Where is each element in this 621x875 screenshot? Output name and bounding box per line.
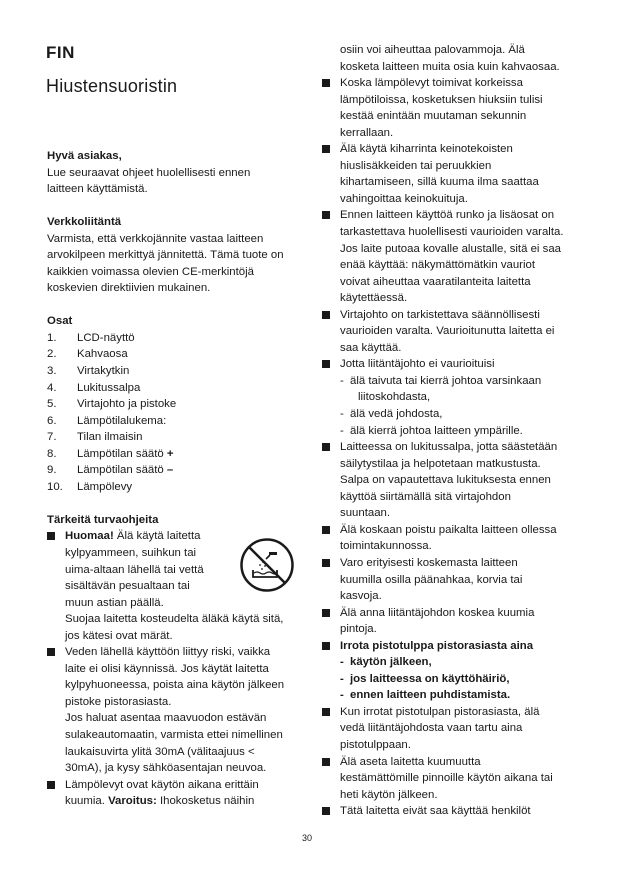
- bullet-line: kihartamiseen, sillä kuuma ilma saattaa: [340, 176, 539, 189]
- bullet-line: heti käytön jälkeen.: [340, 788, 438, 801]
- bullet-line: Salpa on vapautettava lukituksesta ennen: [340, 474, 551, 487]
- bullet-line: vaurioiden varalta. Vaurioitunutta laitetta ei: [340, 325, 555, 338]
- bullet-square: [47, 781, 55, 789]
- bullet-square: [322, 559, 330, 567]
- list-item: 5. Virtajohto ja pistoke: [47, 398, 177, 411]
- document-title: Hiustensuoristin: [46, 76, 178, 96]
- bullet-square: [47, 532, 55, 540]
- language-code: FIN: [46, 43, 75, 62]
- list-item: 10. Lämpölevy: [47, 480, 133, 493]
- bullet-square: [322, 79, 330, 87]
- bullet-square: [322, 758, 330, 766]
- intro-line: laitteen käyttämistä.: [47, 183, 148, 196]
- bullet-line: saa käyttää.: [340, 341, 402, 354]
- bullet-square: [322, 526, 330, 534]
- list-item: 7. Tilan ilmaisin: [47, 431, 143, 444]
- mains-heading: Verkkoliitäntä: [47, 216, 122, 229]
- bullet-square: [322, 311, 330, 319]
- bullet-item: Laitteessa on lukitussalpa, jotta säästetään: [322, 439, 582, 456]
- list-item: 4. Lukitussalpa: [47, 381, 141, 394]
- bullet-line: tarkastettava huolellisesti vaurioiden varalta.: [340, 226, 564, 239]
- bullet-square: [47, 648, 55, 656]
- mains-line: Varmista, että verkkojännite vastaa laitteen: [47, 232, 264, 245]
- bullet-item: Irrota pistotulppa pistorasiasta aina: [322, 638, 582, 655]
- bullet-group: [322, 439, 582, 638]
- bullet-line: enää käyttää: näkymättömätkin vauriot: [340, 259, 536, 272]
- bullet-square: [322, 708, 330, 716]
- page-number: 30: [302, 833, 313, 843]
- list-item: 3. Virtakytkin: [47, 365, 130, 378]
- bullet-line: vedä liitäntäjohdosta vaan tartu aina: [340, 722, 523, 735]
- bullet-item: Älä aseta laitetta kuumuutta: [322, 754, 582, 771]
- bullet-square: [322, 443, 330, 451]
- bullet-line: kasvoja.: [340, 590, 382, 603]
- safety-heading: Tärkeitä turvaohjeita: [47, 513, 159, 526]
- bullet-item: Älä anna liitäntäjohdon koskea kuumia: [322, 605, 582, 622]
- mains-line: kaikkien voimassa olevien CE-merkintöjä: [47, 265, 255, 278]
- bullet-line: kestää enintään muutaman sekunnin: [340, 110, 527, 123]
- bullet-item: Koska lämpölevyt toimivat korkeissa: [322, 75, 582, 92]
- list-item: 2. Kahvaosa: [47, 348, 128, 361]
- mains-line: koskevien direktiivien mukainen.: [47, 282, 211, 295]
- bullet-group: [322, 75, 582, 356]
- bullet-line: kestämättömille pinnoille käytön aikana tai: [340, 772, 553, 785]
- mains-line: arvokilpeen merkittyä jännitettä. Tämä tuote on: [47, 249, 284, 262]
- bullet-item: Varo erityisesti koskemasta laitteen: [322, 555, 582, 572]
- list-item: 6. Lämpötilalukema:: [47, 414, 167, 427]
- bullet-item: Huomaa! Älä käytä laitetta kylpyammeen, suihkun tai uima-altaan lähellä tai vettä sisältävän pesualtaan tai muun astian päällä. Suojaa laitetta kosteudelta äläkä käytä sitä, jos kätesi ovat märät.: [47, 528, 297, 644]
- list-item: 9. Lämpötilan säätö –: [47, 464, 174, 477]
- bullet-square: [322, 807, 330, 815]
- left-column: Hyvä asiakas, Lue seuraavat ohjeet huolellisesti ennen laitteen käyttämistä. Verkkoliitäntä Varmista, että verkkojännite vastaa laitteen arvokilpeen merkittyä jännitettä. Tämä tuote on kaikkien voimassa olevien CE-merkintöjä koskevien direktiivien mukainen. Osat 1. LCD-näyttö 2. Kahvaosa 3. Virtakytkin 4. Lukitussalpa 5. Virtajohto ja pistoke 6. Lämpötilalukema: 7. Tilan ilmaisin 8. Lämpötilan säätö + 9. Lämpötilan säätö – 10. Lämpölevy Tärkeitä turvaohjeita Huomaa! Älä käytä laitetta kylpyammeen, suihkun tai uima-altaan lähellä tai vettä sisältävän pesualtaan tai muun astian päällä. Suojaa laitetta kosteudelta äläkä käytä sitä, jos kätesi ovat märät. Veden lähellä käyttöön liittyy riski, vaikka laite ei olisi käynnissä. Jos käytät laitetta kylpyhuoneessa, poista aina käytön jälkeen pistoke pistorasiasta. Jos haluat asentaa maavuodon estävän sulakeautomaatin, varmista ettei nimellinen laukaisuvirta ylitä 30mA (välitaajuus < 30mA), ja kysy sähköasentajan neuvoa. Lämpölevyt ovat käytön aikana erittäin kuumia. Varoitus: Ihokosketus näihin: [47, 148, 297, 810]
- intro-line: Lue seuraavat ohjeet huolellisesti ennen: [47, 166, 251, 179]
- right-column: osiin voi aiheuttaa palovammoja. Älä kosketa laitteen muita osia kuin kahvaosaa. Koska lämpölevyt toimivat korkeissa lämpötiloissa, kosketuksen hiuksiin tulisi kestää enintään muutaman sekunnin kerrallaan. Älä käytä kiharrinta keinotekoisten hiuslisäkkeiden tai peruukkien kihartamiseen, sillä kuuma ilma saattaa vahingoittaa keinokuituja. Ennen laitteen käyttöä runko ja lisäosat on tarkastettava huolellisesti vaurioiden varalta. Jos laite putoaa kovalle alustalle, sitä ei saa enää käyttää: näkymättömätkin vauriot voivat aiheuttaa vaaratilanteita laitetta käytettäessä. Virtajohto on tarkistettava säännöllisesti vaurioiden varalta. Vaurioitunutta laitetta ei saa käyttää. Jotta liitäntäjohto ei vaurioituisi - älä taivuta tai kierrä johtoa varsinkaan liitoskohdasta, - älä vedä johdosta, - älä kierrä johtoa laitteen ympärille. Laitteessa on lukitussalpa, jotta säästetään säilytystilaa ja helpotetaan matkustusta. Salpa on vapautettava lukituksesta ennen käyttöä siirtämällä sitä virtajohdon suuntaan. Älä koskaan poistu paikalta laitteen ollessa toimintakunnossa. Varo erityisesti koskemasta laitteen kuumilla osilla päänahkaa, korvia tai kasvoja. Älä anna liitäntäjohdon koskea kuumia pintoja. Irrota pistotulppa pistorasiasta aina - käytön jälkeen, - jos laitteessa on käyttöhäiriö, - ennen laitteen puhdistamista. Kun irrotat pistotulpan pistorasiasta, älä vedä liitäntäjohdosta vaan tartu aina pistotulppaan. Älä aseta laitetta kuumuutta kestämättömille pinnoille käytön aikana tai heti käytön jälkeen. Tätä laitetta eivät saa käyttää henkilöt: [322, 42, 582, 820]
- bullet-item: Jotta liitäntäjohto ei vaurioituisi: [322, 356, 582, 373]
- bullet-line: voivat aiheuttaa vaaratilanteita laitetta: [340, 275, 531, 288]
- bullet-line: kuumilla osilla päänahkaa, korvia tai: [340, 573, 523, 586]
- bullet-item: Lämpölevyt ovat käytön aikana erittäin: [47, 777, 297, 794]
- parts-heading: Osat: [47, 315, 73, 328]
- bullet-square: [322, 211, 330, 219]
- no-water-warning-icon: [239, 537, 295, 593]
- bullet-square: [322, 609, 330, 617]
- bullet-item: Älä koskaan poistu paikalta laitteen ollessa: [322, 522, 582, 539]
- bullet-item: Virtajohto on tarkistettava säännöllisesti: [322, 307, 582, 324]
- bullet-line: Jos laite putoaa kovalle alustalle, sitä ei saa: [340, 242, 561, 255]
- intro-heading: Hyvä asiakas,: [47, 150, 122, 162]
- bullet-item: Tätä laitetta eivät saa käyttää henkilöt: [322, 803, 582, 820]
- list-item: 1. LCD-näyttö: [47, 331, 135, 344]
- bullet-square: [322, 360, 330, 368]
- list-item: 8. Lämpötilan säätö +: [47, 447, 174, 460]
- bullet-group: [322, 704, 582, 820]
- bullet-line: käyttöä siirtämällä sitä virtajohdon: [340, 490, 511, 503]
- bullet-square: [322, 642, 330, 650]
- bullet-line: lämpötiloissa, kosketuksen hiuksiin tulisi: [340, 93, 543, 106]
- bullet-line: käytettäessä.: [340, 292, 408, 305]
- bullet-line: hiuslisäkkeiden tai peruukkien: [340, 159, 492, 172]
- bullet-line: säilytystilaa ja helpotetaan matkustusta.: [340, 457, 541, 470]
- bullet-item: Veden lähellä käyttöön liittyy riski, vaikka: [47, 644, 297, 661]
- bullet-line: suuntaan.: [340, 507, 391, 520]
- bullet-item: Kun irrotat pistotulpan pistorasiasta, älä: [322, 704, 582, 721]
- bullet-item: Ennen laitteen käyttöä runko ja lisäosat on: [322, 207, 582, 224]
- parts-list: [47, 330, 297, 495]
- bullet-line: pistotulppaan.: [340, 738, 411, 751]
- bullet-item: Älä käytä kiharrinta keinotekoisten: [322, 141, 582, 158]
- bullet-line: pintoja.: [340, 623, 377, 636]
- bullet-square: [322, 145, 330, 153]
- bullet-line: toimintakunnossa.: [340, 540, 432, 553]
- bullet-line: kerrallaan.: [340, 126, 394, 139]
- bullet-line: vahingoittaa keinokuituja.: [340, 192, 468, 205]
